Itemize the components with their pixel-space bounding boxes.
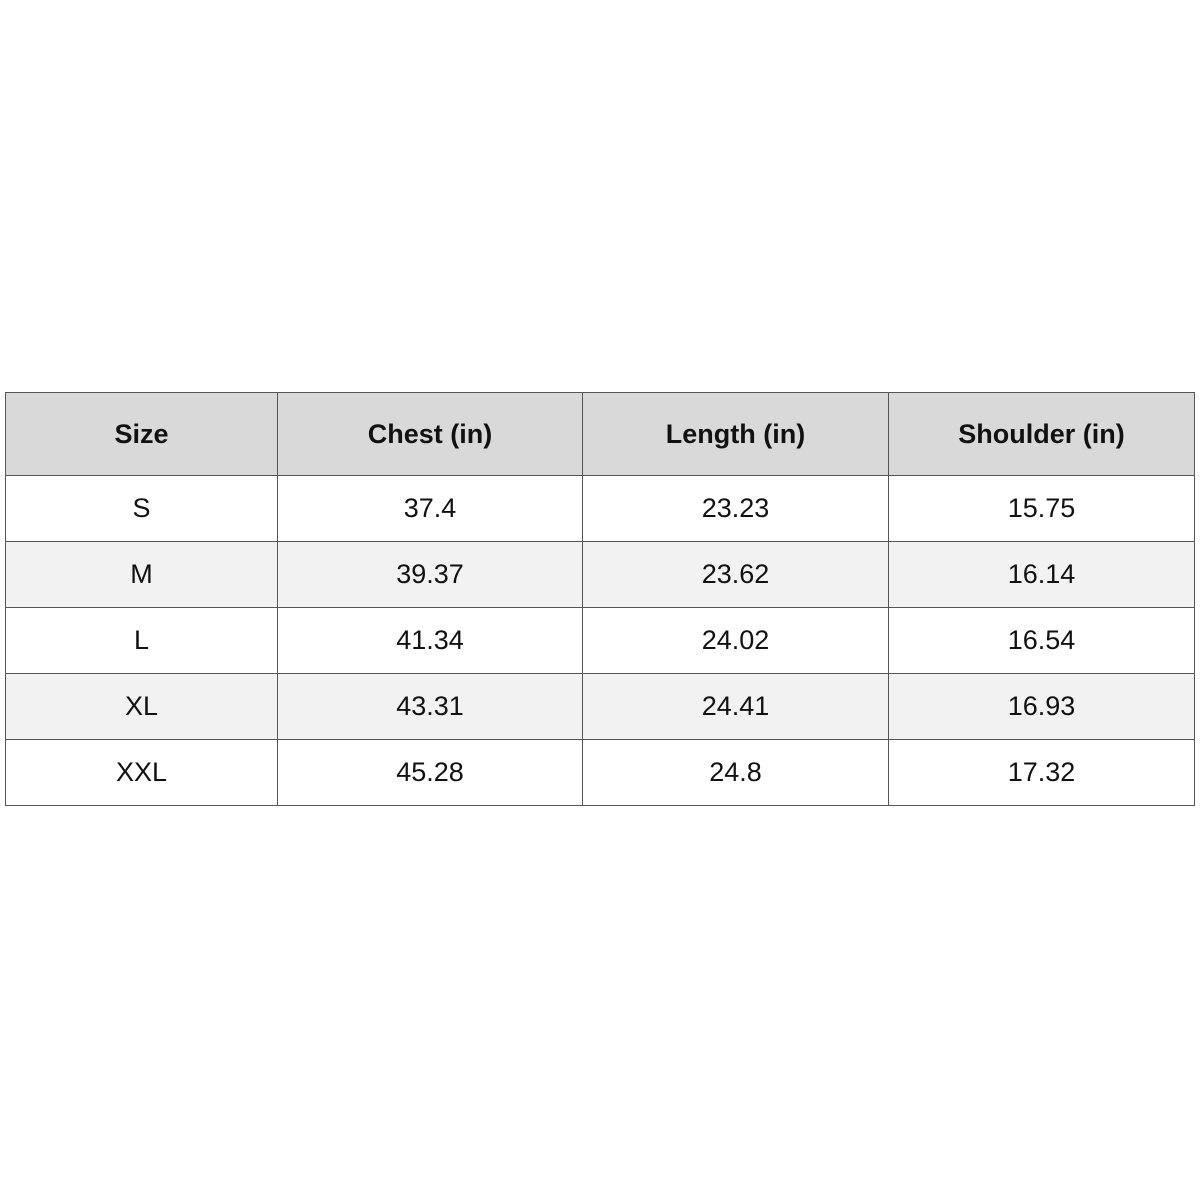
cell-chest: 41.34 (278, 608, 583, 674)
cell-length: 24.41 (583, 674, 889, 740)
table-row (6, 542, 1195, 608)
size-chart-table (5, 392, 1195, 806)
table-row (6, 740, 1195, 806)
cell-length: 24.8 (583, 740, 889, 806)
header-shoulder: Shoulder (in) (889, 393, 1195, 476)
cell-length: 23.62 (583, 542, 889, 608)
cell-size: M (6, 542, 278, 608)
cell-size: XL (6, 674, 278, 740)
cell-chest: 37.4 (278, 476, 583, 542)
table-header (6, 393, 1195, 476)
cell-chest: 43.31 (278, 674, 583, 740)
cell-size: XXL (6, 740, 278, 806)
cell-shoulder: 16.54 (889, 608, 1195, 674)
table-body (6, 476, 1195, 806)
cell-chest: 39.37 (278, 542, 583, 608)
cell-length: 23.23 (583, 476, 889, 542)
cell-shoulder: 16.14 (889, 542, 1195, 608)
cell-shoulder: 16.93 (889, 674, 1195, 740)
header-row (6, 393, 1195, 476)
header-length: Length (in) (583, 393, 889, 476)
table-row (6, 674, 1195, 740)
cell-shoulder: 17.32 (889, 740, 1195, 806)
table-row (6, 608, 1195, 674)
header-chest: Chest (in) (278, 393, 583, 476)
table-row (6, 476, 1195, 542)
cell-size: S (6, 476, 278, 542)
cell-shoulder: 15.75 (889, 476, 1195, 542)
cell-length: 24.02 (583, 608, 889, 674)
header-size: Size (6, 393, 278, 476)
cell-size: L (6, 608, 278, 674)
cell-chest: 45.28 (278, 740, 583, 806)
